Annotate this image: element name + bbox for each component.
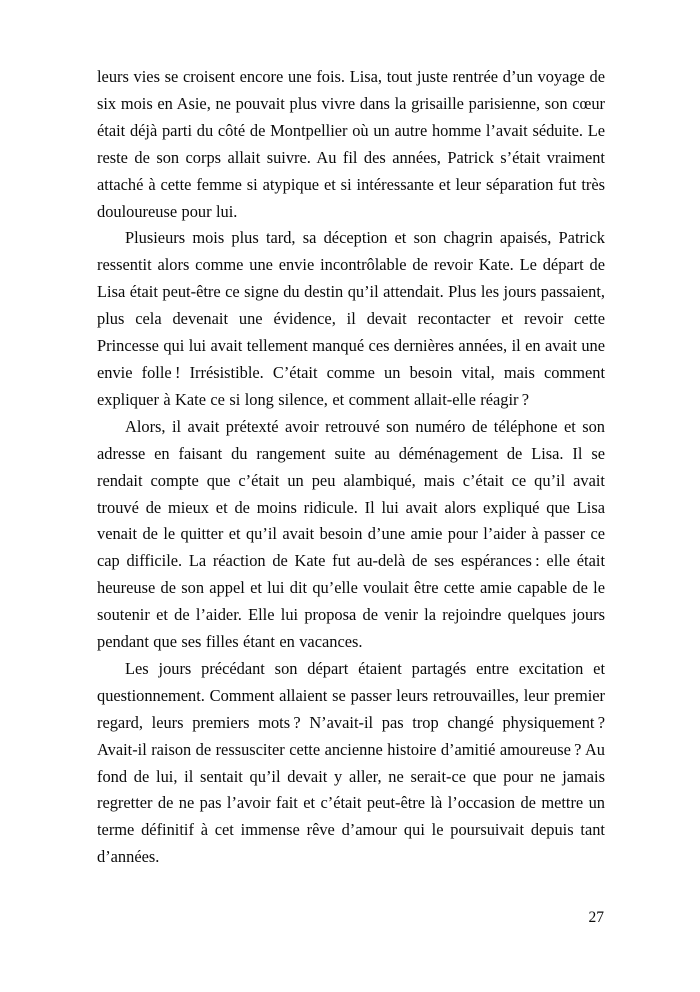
body-paragraph: Plusieurs mois plus tard, sa déception et son chagrin apaisés, Patrick ressentit alors comme une envie incontrôlable de revoir Kate. Le départ de Lisa était peut-être ce signe du destin qu’il attendait. Plus les jours passaient, plus cela devenait une évidence, il devait recontacter et revoir cette Princesse qui lui avait tellement manqué ces dernières années, il en avait une envie folle ! Irrésistible. C’était comme un besoin vital, mais comment expliquer à Kate ce si long silence, et comment allait-elle réagir ?: [97, 228, 605, 409]
body-paragraph: leurs vies se croisent encore une fois. Lisa, tout juste rentrée d’un voyage de six mois en Asie, ne pouvait plus vivre dans la grisaille parisienne, son cœur était déjà parti du côté de Montpellier où un autre homme l’avait séduite. Le reste de son corps allait suivre. Au fil des années, Patrick s’était vraiment attaché à cette femme si atypique et si intéressante et leur séparation fut très douloureuse pour lui.: [97, 67, 605, 221]
page-text-body: [97, 64, 605, 871]
body-paragraph: Les jours précédant son départ étaient partagés entre excitation et questionnement. Comment allaient se passer leurs retrouvailles, leur premier regard, leurs premiers mots ? N’avait-il pas trop changé physiquement ? Avait-il raison de ressusciter cette ancienne histoire d’amitié amoureuse ? Au fond de lui, il sentait qu’il devait y aller, ne serait-ce que pour ne jamais regretter de ne pas l’avoir fait et c’était peut-être là l’occasion de mettre un terme définitif à cet immense rêve d’amour qui le poursuivait depuis tant d’années.: [97, 658, 605, 867]
body-paragraph: Alors, il avait prétexté avoir retrouvé son numéro de téléphone et son adresse en faisant du rangement suite au déménagement de Lisa. Il se rendait compte que c’était un peu alambiqué, mais c’était ce qu’il avait trouvé de mieux et de moins ridicule. Il lui avait alors expliqué que Lisa venait de le quitter et qu’il avait besoin d’une amie pour l’aider à passer ce cap difficile. La réaction de Kate fut au-delà de ses espérances : elle était heureuse de son appel et lui dit qu’elle voulait être cette amie capable de le soutenir et de l’aider. Elle lui proposa de venir la rejoindre quelques jours pendant que ses filles étant en vacances.: [97, 416, 605, 652]
page-number: 27: [588, 909, 604, 926]
